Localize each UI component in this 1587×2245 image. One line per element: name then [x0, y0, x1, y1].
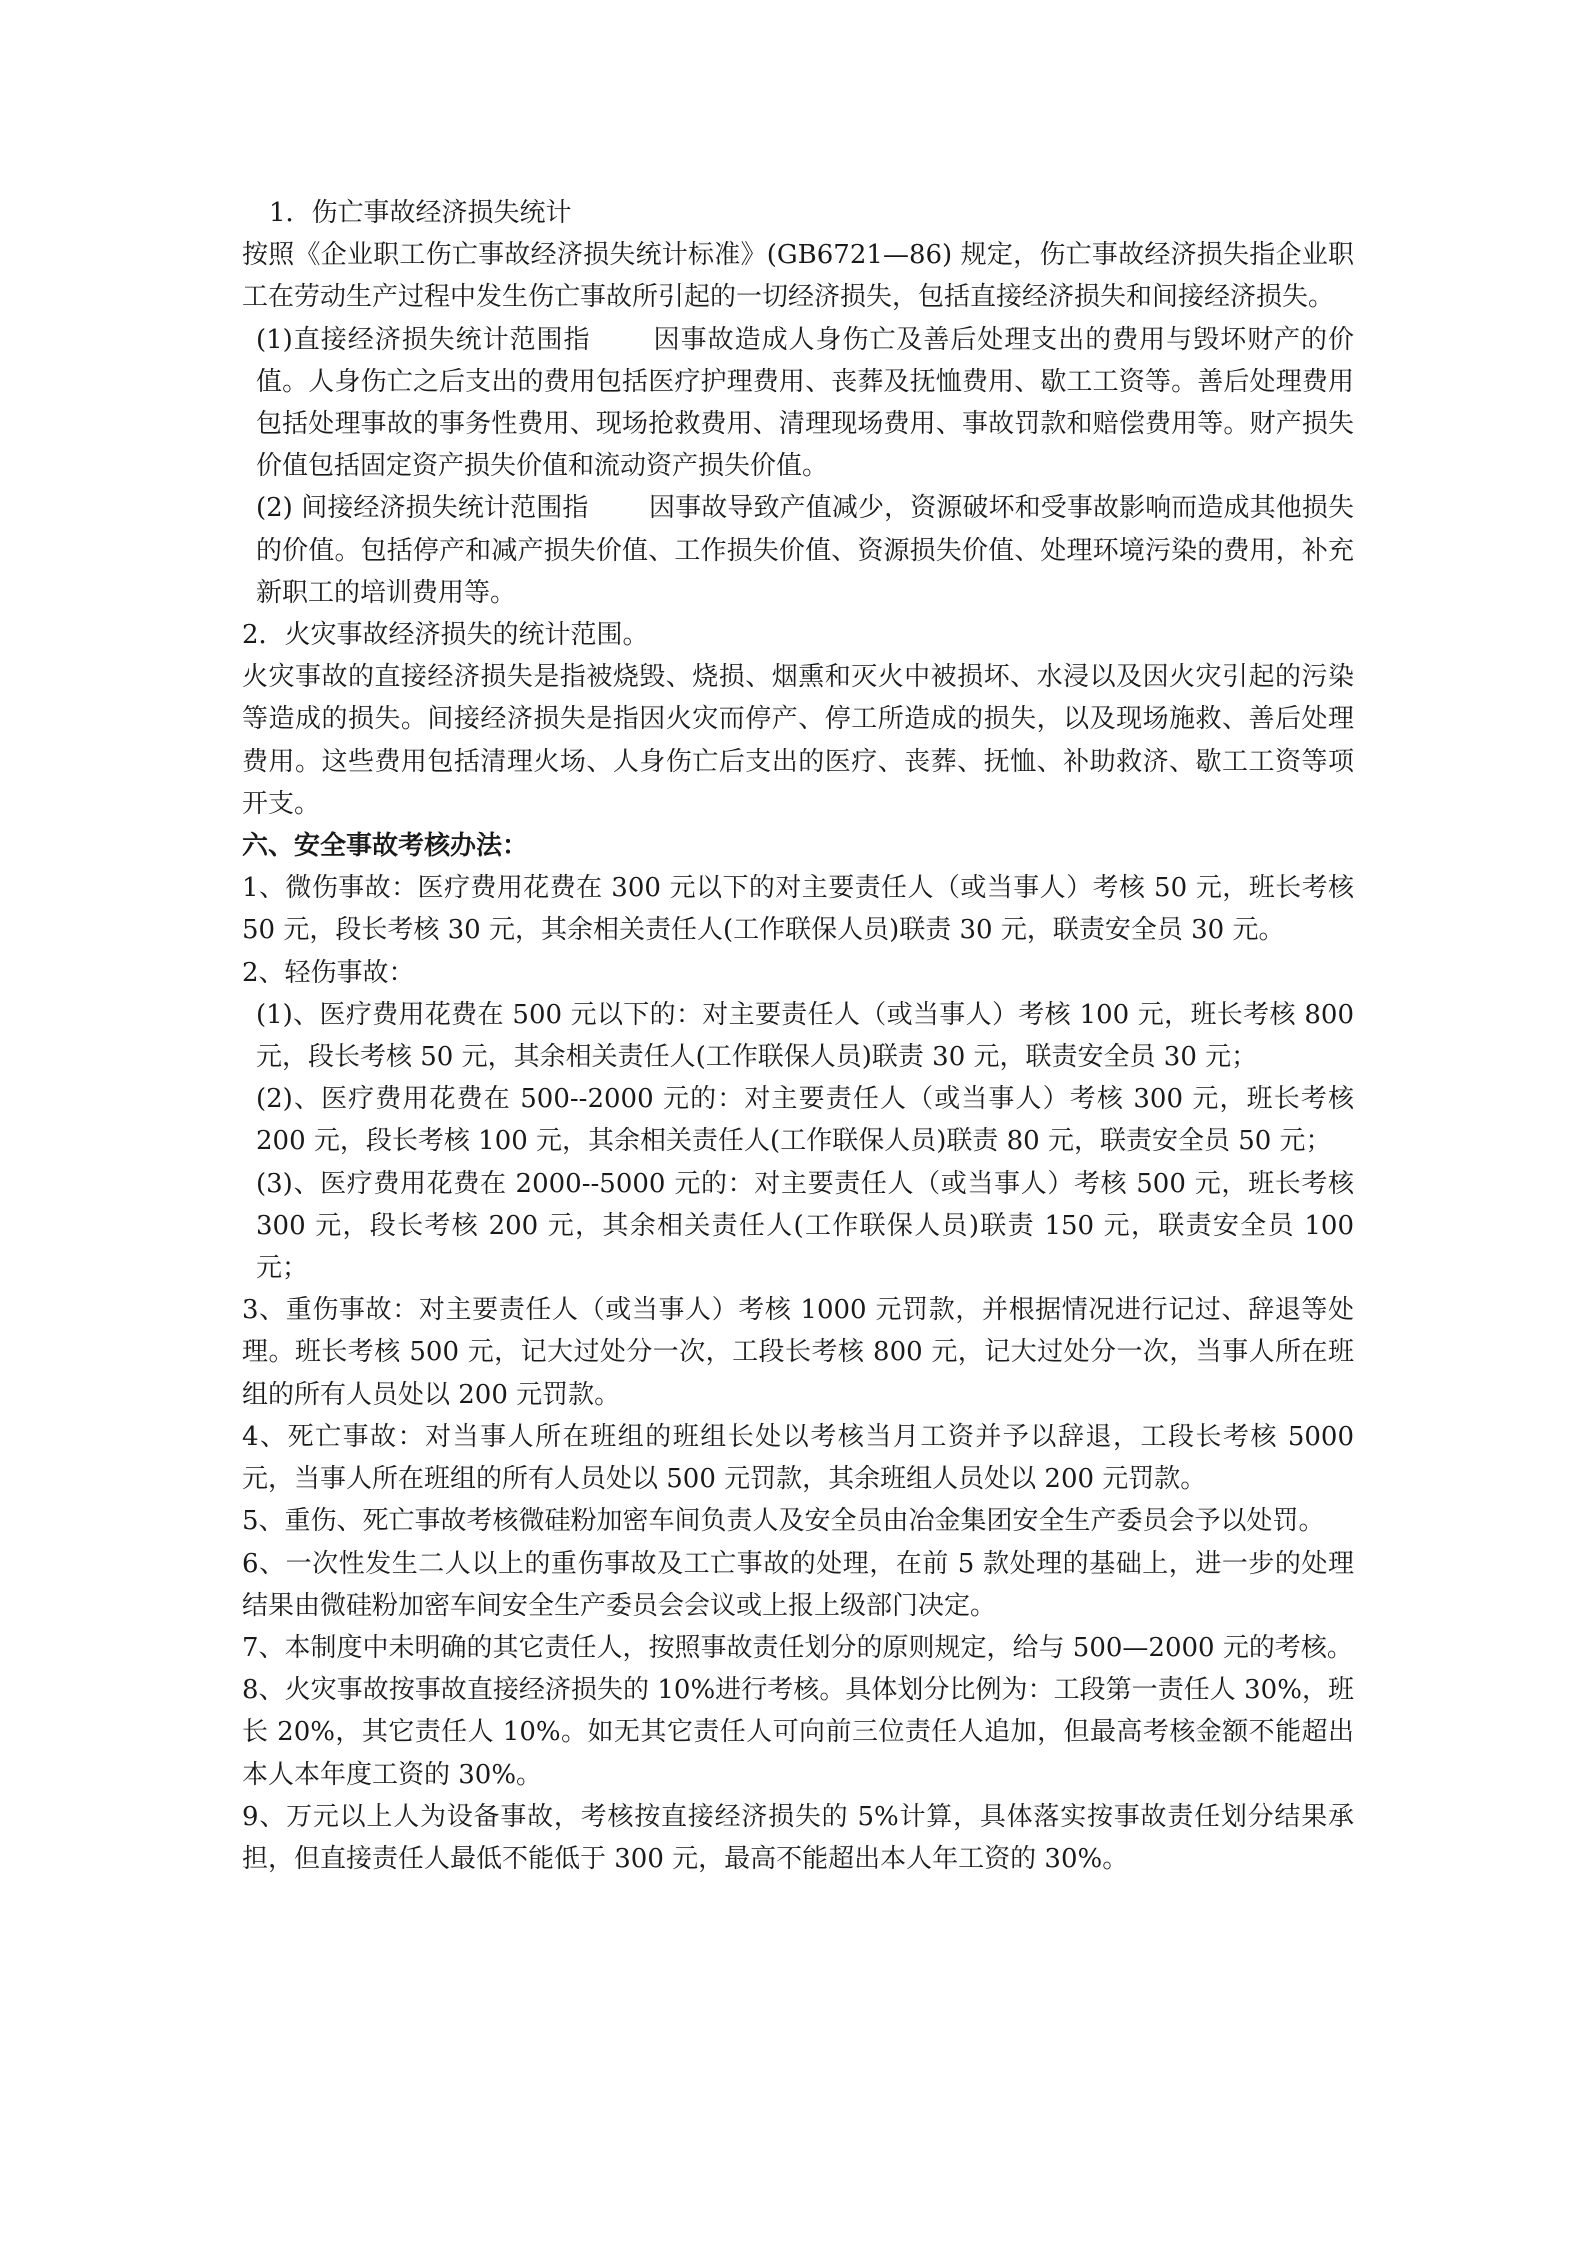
paragraph-other-responsible: 7、本制度中未明确的其它责任人，按照事故责任划分的原则规定，给与 500—2000 元的考核。: [242, 1632, 1353, 1663]
paragraph-direct-loss-scope: (1)直接经济损失统计范围指 因事故造成人身伤亡及善后处理支出的费用与毁坏财产的价值。人身伤亡之后支出的费用包括医疗护理费用、丧葬及抚恤费用、歇工工资等。善后处理费用包括处理事故的事务性费用、现场抢救费用、清理现场费用、事故罚款和赔偿费用等。财产损失价值包括固定资产损失价值和流动资产损失价值。: [256, 324, 1354, 482]
paragraph-death-accident: 4、死亡事故：对当事人所在班组的班组长处以考核当月工资并予以辞退，工段长考核 5000 元，当事人所在班组的所有人员处以 500 元罚款，其余班组人员处以 200 元罚款。: [242, 1421, 1354, 1495]
paragraph-light-injury-1: (1)、医疗费用花费在 500 元以下的：对主要责任人（或当事人）考核 100 元，班长考核 800 元，段长考核 50 元，其余相关责任人(工作联保人员)联责 30 元，联责安全员 30 元；: [256, 999, 1354, 1073]
paragraph-serious-injury: 3、重伤事故：对主要责任人（或当事人）考核 1000 元罚款，并根据情况进行记过、辞退等处理。班长考核 500 元，记大过处分一次，工段长考核 800 元，记大过处分一次，当事人所在班组的所有人员处以 200 元罚款。: [242, 1295, 1354, 1410]
paragraph-fire-loss: 火灾事故的直接经济损失是指被烧毁、烧损、烟熏和灭火中被损坏、水浸以及因火灾引起的污染等造成的损失。间接经济损失是指因火灾而停产、停工所造成的损失，以及现场施救、善后处理费用。这些费用包括清理火场、人身伤亡后支出的医疗、丧葬、抚恤、补助救济、歇工工资等项开支。: [242, 662, 1354, 819]
paragraph-equipment-accident: 9、万元以上人为设备事故，考核按直接经济损失的 5%计算，具体落实按事故责任划分结果承担，但直接责任人最低不能低于 300 元，最高不能超出本人年工资的 30%。: [242, 1801, 1354, 1874]
paragraph-light-injury-3: (3)、医疗费用花费在 2000--5000 元的：对主要责任人（或当事人）考核 500 元，班长考核 300 元，段长考核 200 元，其余相关责任人(工作联保人员)联责 150 元，联责安全员 100 元；: [256, 1168, 1354, 1284]
paragraph-light-injury-2: (2)、医疗费用花费在 500--2000 元的：对主要责任人（或当事人）考核 300 元，班长考核 200 元，段长考核 100 元，其余相关责任人(工作联保人员)联责 80 元，联责安全员 50 元；: [256, 1084, 1354, 1157]
paragraph-management-penalty: 5、重伤、死亡事故考核微硅粉加密车间负责人及安全员由冶金集团安全生产委员会予以处罚。: [242, 1506, 1325, 1537]
paragraph-indirect-loss-scope: (2) 间接经济损失统计范围指 因事故导致产值减少，资源破坏和受事故影响而造成其他损失的价值。包括停产和减产损失价值、工作损失价值、资源损失价值、处理环境污染的费用，补充新职工的培训费用等。: [256, 493, 1354, 608]
section-heading-casualty-loss: 1．伤亡事故经济损失统计: [269, 198, 572, 228]
document-page: [242, 192, 1354, 1880]
paragraph-fire-assessment: 8、火灾事故按事故直接经济损失的 10%进行考核。具体划分比例为：工段第一责任人 30%，班长 20%，其它责任人 10%。如无其它责任人可向前三位责任人追加，但最高考核金额不能超出本人本年度工资的 30%。: [242, 1675, 1354, 1790]
section-heading-assessment-methods: 六、安全事故考核办法：: [242, 831, 529, 862]
paragraph-standard-definition: 按照《企业职工伤亡事故经济损失统计标准》(GB6721—86) 规定，伤亡事故经济损失指企业职工在劳动生产过程中发生伤亡事故所引起的一切经济损失，包括直接经济损失和间接经济损失。: [242, 240, 1354, 313]
paragraph-minor-injury: 1、微伤事故：医疗费用花费在 300 元以下的对主要责任人（或当事人）考核 50 元，班长考核 50 元，段长考核 30 元，其余相关责任人(工作联保人员)联责 30 元，联责安全员 30 元。: [242, 873, 1354, 946]
section-heading-fire-loss: 2．火灾事故经济损失的统计范围。: [242, 620, 649, 651]
paragraph-multiple-casualties: 6、一次性发生二人以上的重伤事故及工亡事故的处理，在前 5 款处理的基础上，进一步的处理结果由微硅粉加密车间安全生产委员会会议或上报上级部门决定。: [242, 1548, 1354, 1621]
paragraph-light-injury-heading: 2、轻伤事故：: [242, 957, 415, 988]
